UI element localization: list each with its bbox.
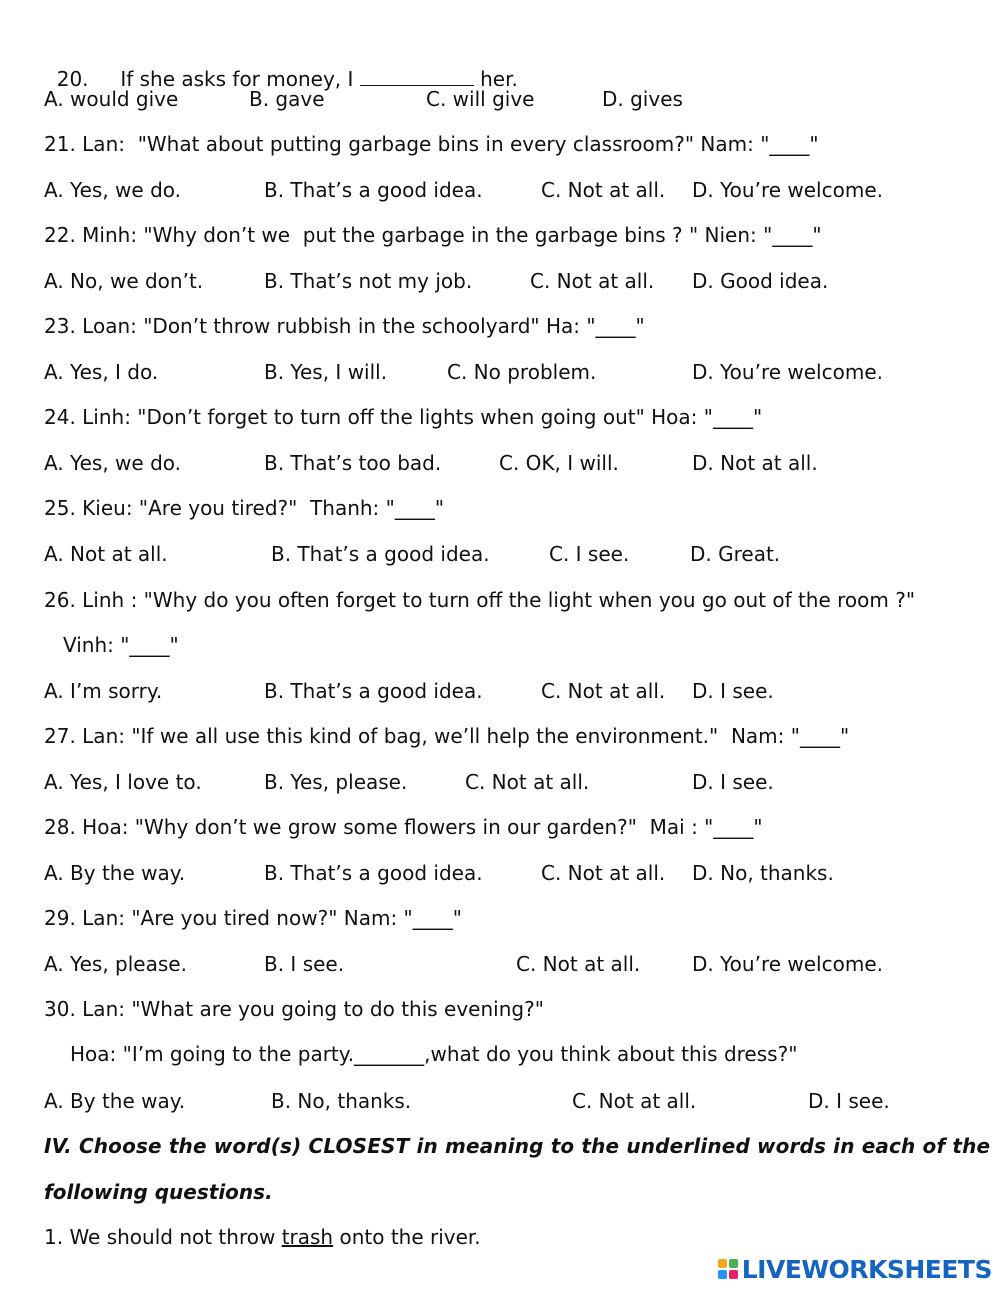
section4-question-1 [44,1224,481,1250]
logo-square [729,1270,738,1279]
question-24: 24. Linh: "Don’t forget to turn off the lights when going out" Hoa: "____" [44,405,763,429]
option-d[interactable]: D. You’re welcome. [692,952,883,976]
option-d[interactable]: D. You’re welcome. [692,178,883,202]
option-c[interactable]: C. Not at all. [541,178,666,202]
option-d[interactable]: D. gives [602,87,683,111]
question-20 [44,40,518,92]
option-b[interactable]: B. That’s a good idea. [264,861,483,885]
option-b[interactable]: B. gave [249,87,325,111]
question-text-end: onto the river. [333,1225,481,1249]
option-c[interactable]: C. Not at all. [572,1089,697,1113]
option-b[interactable]: B. That’s a good idea. [264,178,483,202]
question-20-text-end: her. [473,67,518,91]
option-a[interactable]: A. I’m sorry. [44,679,163,703]
option-c[interactable]: C. Not at all. [516,952,641,976]
option-c[interactable]: C. I see. [549,542,630,566]
option-a[interactable]: A. would give [44,87,179,111]
logo-square [729,1259,738,1268]
option-c[interactable]: C. Not at all. [465,770,590,794]
question-22: 22. Minh: "Why don’t we put the garbage in the garbage bins ? " Nien: "____" [44,223,822,247]
option-b[interactable]: B. No, thanks. [271,1089,412,1113]
question-26: 26. Linh : "Why do you often forget to turn off the light when you go out of the room ?" [44,588,916,612]
option-b[interactable]: B. That’s a good idea. [264,679,483,703]
logo-square [718,1270,727,1279]
question-30-response: Hoa: "I’m going to the party._______,what do you think about this dress?" [70,1042,798,1066]
question-21: 21. Lan: "What about putting garbage bins in every classroom?" Nam: "____" [44,132,819,156]
option-d[interactable]: D. You’re welcome. [692,360,883,384]
option-a[interactable]: A. Yes, I do. [44,360,159,384]
option-c[interactable]: C. Not at all. [541,861,666,885]
section-heading-continued: following questions. [44,1180,273,1204]
logo-icon [718,1259,738,1279]
option-b[interactable]: B. That’s too bad. [264,451,442,475]
option-a[interactable]: A. Yes, we do. [44,451,182,475]
option-a[interactable]: A. Yes, I love to. [44,770,202,794]
option-a[interactable]: A. Yes, please. [44,952,187,976]
option-d[interactable]: D. I see. [692,679,774,703]
logo-square [718,1259,727,1268]
option-d[interactable]: D. Great. [690,542,781,566]
option-c[interactable]: C. will give [426,87,535,111]
question-29: 29. Lan: "Are you tired now?" Nam: "____" [44,906,462,930]
question-20-text: 20. If she asks for money, I [56,67,360,91]
liveworksheets-logo [718,1254,992,1284]
option-b[interactable]: B. That’s a good idea. [271,542,490,566]
question-30: 30. Lan: "What are you going to do this evening?" [44,997,544,1021]
option-a[interactable]: A. By the way. [44,1089,186,1113]
answer-blank[interactable] [360,67,474,86]
section-heading: IV. Choose the word(s) CLOSEST in meaning to the underlined words in each of the [44,1134,991,1158]
question-text: 1. We should not throw [44,1225,282,1249]
option-c[interactable]: C. Not at all. [541,679,666,703]
question-26-response: Vinh: "____" [63,633,179,657]
option-c[interactable]: C. OK, I will. [499,451,619,475]
option-a[interactable]: A. Not at all. [44,542,168,566]
option-b[interactable]: B. Yes, please. [264,770,408,794]
option-b[interactable]: B. Yes, I will. [264,360,388,384]
option-d[interactable]: D. I see. [692,770,774,794]
option-d[interactable]: D. I see. [808,1089,890,1113]
question-28: 28. Hoa: "Why don’t we grow some flowers in our garden?" Mai : "____" [44,815,763,839]
question-27: 27. Lan: "If we all use this kind of bag, we’ll help the environment." Nam: "____" [44,724,850,748]
option-a[interactable]: A. No, we don’t. [44,269,204,293]
logo-text: LIVEWORKSHEETS [741,1254,992,1284]
option-c[interactable]: C. Not at all. [530,269,655,293]
option-d[interactable]: D. Not at all. [692,451,818,475]
question-23: 23. Loan: "Don’t throw rubbish in the schoolyard" Ha: "____" [44,314,645,338]
option-b[interactable]: B. That’s not my job. [264,269,473,293]
option-a[interactable]: A. By the way. [44,861,186,885]
underlined-word: trash [281,1225,334,1249]
option-d[interactable]: D. Good idea. [692,269,829,293]
option-b[interactable]: B. I see. [264,952,345,976]
option-a[interactable]: A. Yes, we do. [44,178,182,202]
question-25: 25. Kieu: "Are you tired?" Thanh: "____" [44,496,445,520]
option-d[interactable]: D. No, thanks. [692,861,834,885]
option-c[interactable]: C. No problem. [447,360,597,384]
